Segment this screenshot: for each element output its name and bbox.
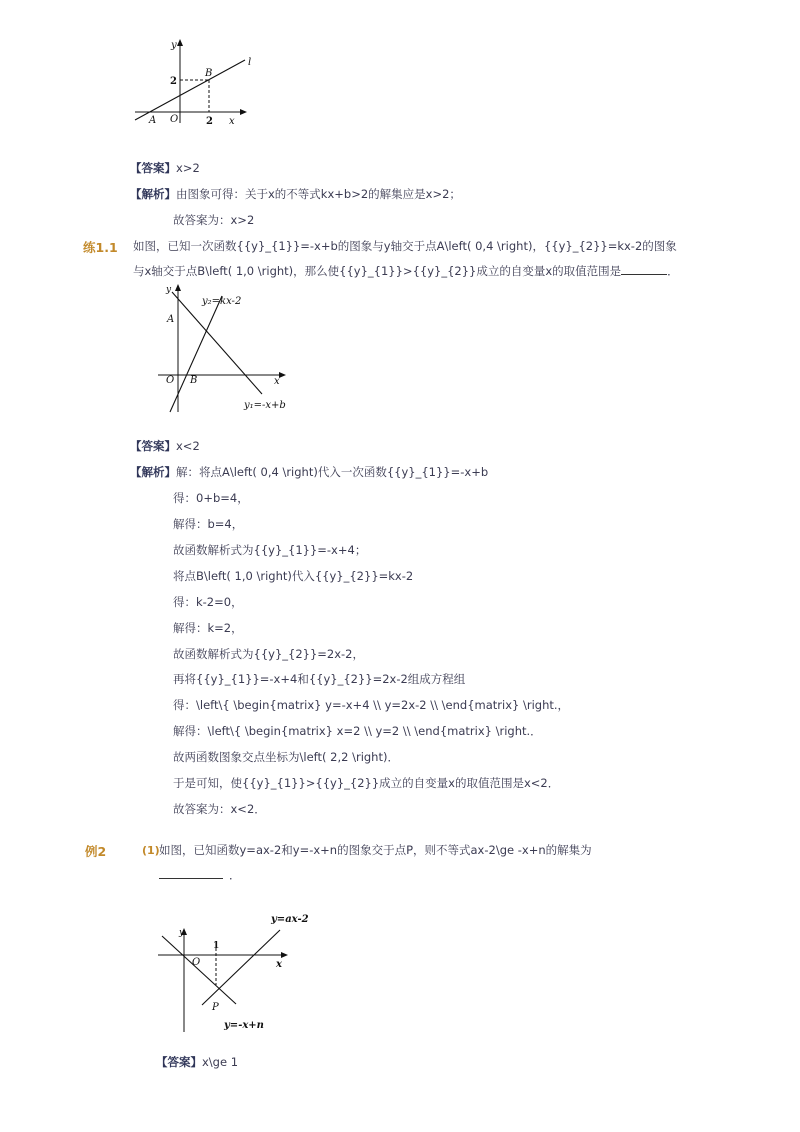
question-text: 与x轴交于点B\left( 1,0 \right)，那么使{{y}_{1}}>{{y}_{2}}成立的自变量x的取值范围是 — [133, 264, 622, 278]
fig3-label-O: O — [192, 957, 201, 968]
ex11-answer — [130, 439, 200, 453]
fig1-label-2x: 2 — [206, 116, 213, 127]
answer-label: 【答案】 — [130, 161, 176, 175]
analysis-line: 再将{{y}_{1}}=-x+4和{{y}_{2}}=2x-2组成方程组 — [173, 672, 466, 686]
answer-value: x\ge 1 — [202, 1055, 239, 1069]
exercise-label: 练1.1 — [83, 240, 118, 255]
fig2-label-y: y — [166, 285, 172, 295]
analysis-line: 由图象可得：关于x的不等式kx+b>2的解集应是x>2； — [176, 187, 461, 201]
answer-value: x>2 — [176, 161, 200, 175]
fig1-label-y: y — [171, 40, 177, 51]
analysis-line: 故两函数图象交点坐标为\left( 2,2 \right)． — [173, 750, 399, 764]
question-end: ． — [229, 868, 241, 882]
analysis-line: 解得：\left\{ \begin{matrix} x=2 \\ y=2 \\ \end{matrix} \right.． — [173, 724, 542, 738]
example-label: 例2 — [85, 844, 107, 859]
answer-label: 【答案】 — [156, 1055, 202, 1069]
fig1-label-O: O — [170, 114, 179, 125]
fig1-label-B: B — [205, 68, 213, 79]
analysis-line: 故答案为：x<2． — [173, 802, 266, 816]
analysis-line: 将点B\left( 1,0 \right)代入{{y}_{2}}=kx-2 — [173, 569, 414, 583]
analysis-label: 【解析】 — [130, 187, 176, 201]
analysis-line: 故答案为：x>2 — [173, 213, 255, 227]
fig3-label-x: x — [276, 959, 282, 970]
analysis-line: 于是可知，使{{y}_{1}}>{{y}_{2}}成立的自变量x的取值范围是x<2． — [173, 776, 560, 790]
figure-line-l-graph — [125, 35, 265, 130]
fig3-label-y-xn: y=-x+n — [224, 1020, 264, 1031]
y-axis-arrow — [177, 39, 183, 46]
question-line: 如图，已知函数y=ax-2和y=-x+n的图象交于点P，则不等式ax-2\ge -x+n的解集为 — [159, 843, 592, 857]
question-line — [133, 264, 679, 278]
answer-value: x<2 — [176, 439, 200, 453]
analysis-line: 解得：b=4， — [173, 517, 244, 531]
fig2-label-B: B — [190, 375, 198, 386]
analysis-line: 得：\left\{ \begin{matrix} y=-x+4 \\ y=2x-2 \\ \end{matrix} \right.， — [173, 698, 570, 712]
fig3-label-1: 1 — [213, 941, 220, 951]
x-axis-arrow — [279, 372, 286, 378]
analysis-label: 【解析】 — [130, 465, 176, 479]
analysis-line: 得：0+b=4， — [173, 491, 249, 505]
fig1-label-x: x — [229, 116, 235, 127]
fig3-label-y-ax: y=ax-2 — [271, 914, 309, 925]
fig2-label-y1: y₁=-x+b — [244, 400, 286, 411]
analysis-line: 解得：k=2， — [173, 621, 243, 635]
fig2-label-x: x — [274, 376, 280, 387]
ex2-answer — [156, 1055, 238, 1069]
fig1-label-l: l — [248, 57, 252, 68]
answer-blank — [159, 868, 223, 879]
analysis-line: 故函数解析式为{{y}_{2}}=2x-2， — [173, 647, 364, 661]
line-minus-x-plus-n — [162, 936, 236, 1004]
figure-intersection-graph — [150, 910, 310, 1035]
x-axis-arrow — [240, 109, 247, 115]
fig1-label-A: A — [149, 115, 157, 126]
fig2-label-O: O — [166, 375, 175, 386]
figure-two-lines-graph — [150, 282, 290, 417]
ex0-answer — [130, 161, 200, 175]
fig1-label-2y: 2 — [170, 76, 177, 87]
line-l — [135, 60, 245, 120]
question-line: 如图，已知一次函数{{y}_{1}}=-x+b的图象与y轴交于点A\left( 0,4 \right)，{{y}_{2}}=kx-2的图象 — [133, 239, 677, 253]
ex11-analysis — [130, 465, 488, 479]
fig3-label-y: y — [179, 928, 185, 938]
question-line — [159, 868, 241, 882]
analysis-line: 得：k-2=0， — [173, 595, 243, 609]
y-axis-arrow — [175, 284, 181, 291]
fig3-label-P: P — [212, 1002, 219, 1013]
x-axis-arrow — [281, 952, 288, 958]
analysis-line: 解：将点A\left( 0,4 \right)代入一次函数{{y}_{1}}=-x+b — [176, 465, 489, 479]
fig2-label-A: A — [167, 314, 175, 325]
answer-label: 【答案】 — [130, 439, 176, 453]
fig2-label-y2: y₂=kx-2 — [202, 296, 242, 307]
question-end: ． — [667, 264, 679, 278]
answer-blank — [621, 264, 667, 275]
sub-question-label: (1) — [142, 844, 160, 857]
ex0-analysis — [130, 187, 461, 201]
analysis-line: 故函数解析式为{{y}_{1}}=-x+4； — [173, 543, 367, 557]
